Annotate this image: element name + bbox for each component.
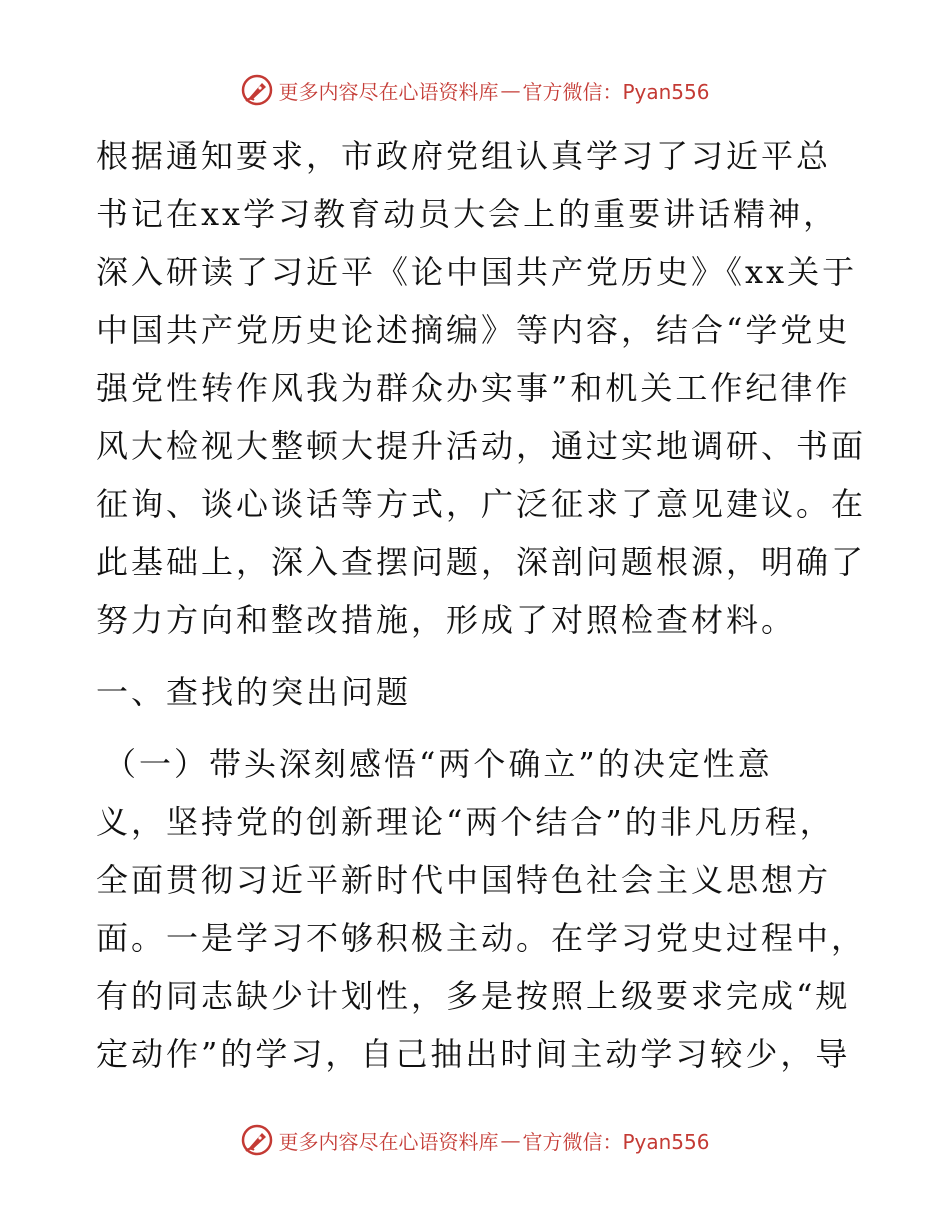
paragraph-line: 努力方向和整改措施，形成了对照检查材料。 — [96, 601, 797, 639]
paragraph-line: 中国共产党历史论述摘编》等内容，结合“学党史 — [96, 311, 851, 349]
subsection-line: 义，坚持党的创新理论“两个结合”的非凡历程， — [96, 803, 835, 841]
subsection-line: 定动作”的学习，自己抽出时间主动学习较少，导 — [96, 1035, 851, 1073]
paragraph-line: 根据通知要求，市政府党组认真学习了习近平总 — [96, 137, 832, 175]
watermark-banner-bottom — [0, 1120, 950, 1160]
paragraph-line: 深入研读了习近平《论中国共产党历史》《xx关于 — [96, 253, 858, 291]
paragraph-line: 征询、谈心谈话等方式，广泛征求了意见建议。在 — [96, 485, 867, 523]
paragraph-line: 此基础上，深入查摆问题，深剖问题根源，明确了 — [96, 543, 867, 581]
document-body — [96, 127, 867, 1083]
watermark-separator: — — [500, 78, 521, 102]
subsection-line: 全面贯彻习近平新时代中国特色社会主义思想方 — [96, 861, 832, 899]
section-heading: 一、查找的突出问题 — [96, 673, 412, 711]
watermark-text: 更多内容尽在心语资料库 — [278, 1129, 499, 1154]
watermark-text: 更多内容尽在心语资料库 — [278, 79, 499, 104]
subsection-line: 有的同志缺少计划性，多是按照上级要求完成“规 — [96, 977, 851, 1015]
subsection-line: （一）带头深刻感悟“两个确立”的决定性意 — [104, 745, 773, 783]
watermark-separator: — — [500, 1128, 521, 1152]
pen-nib-circle-icon — [240, 73, 274, 107]
paragraph-line: 风大检视大整顿大提升活动，通过实地调研、书面 — [96, 427, 867, 465]
paragraph-line: 书记在xx学习教育动员大会上的重要讲话精神， — [96, 195, 839, 233]
watermark-wechat: 官方微信：Pyan556 — [522, 79, 710, 104]
paragraph-line: 强党性转作风我为群众办实事”和机关工作纪律作 — [96, 369, 851, 407]
subsection-line: 面。一是学习不够积极主动。在学习党史过程中， — [96, 919, 867, 957]
pen-nib-circle-icon — [240, 1123, 274, 1157]
watermark-banner-top — [0, 70, 950, 110]
watermark-wechat: 官方微信：Pyan556 — [522, 1129, 710, 1154]
